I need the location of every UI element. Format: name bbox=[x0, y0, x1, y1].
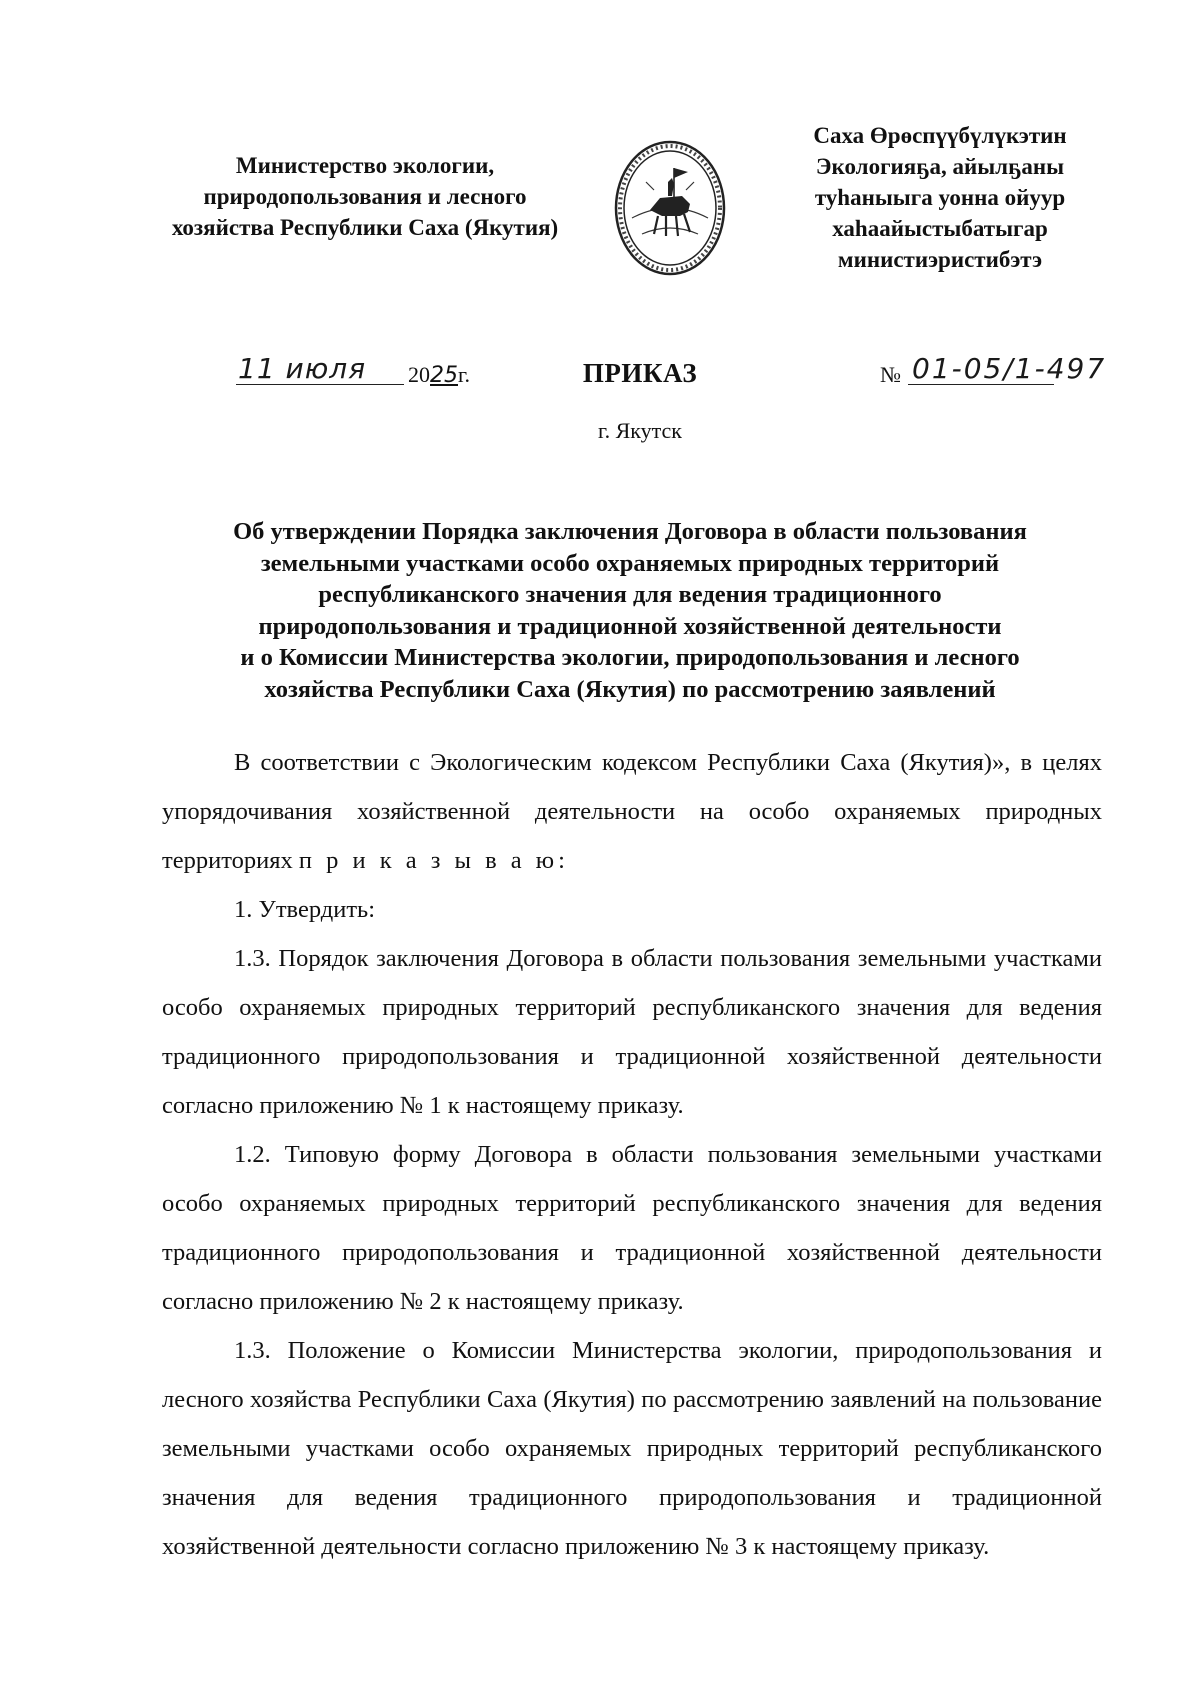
date-year-handwritten: 25 bbox=[430, 363, 458, 388]
date-year-prefix: 20 bbox=[408, 362, 430, 387]
subject-line: и о Комиссии Министерства экологии, природопользования и лесного bbox=[240, 644, 1020, 671]
subject-line: земельными участками особо охраняемых природных территорий bbox=[260, 549, 1000, 577]
date-year-suffix: г. bbox=[458, 362, 471, 387]
order-number-handwritten: 01-05/1-497 bbox=[912, 352, 1107, 385]
order-subject bbox=[160, 516, 1100, 705]
ministry-name-ru-line: природопользования и лесного bbox=[203, 184, 527, 209]
date-handwritten: 11 июля bbox=[238, 352, 367, 385]
preamble-text: В соответствии с Экологическим кодексом Республики Саха (Якутия)», в целях упорядочивания хозяйственной деятельности на особо охраняемых природных территориях bbox=[162, 749, 1102, 874]
order-directive: п р и к а з ы в а ю: bbox=[298, 847, 569, 874]
coat-of-arms-emblem bbox=[610, 138, 730, 278]
item-1-1: 1.3. Порядок заключения Договора в области пользования земельными участками особо охраняемых природных территорий республиканского значения для ведения традиционного природопользования и традиционной хозяйственной деятельности согласно приложению № 1 к настоящему приказу. bbox=[162, 945, 1102, 1119]
item-1-2: 1.2. Типовую форму Договора в области пользования земельными участками особо охраняемых природных территорий республиканского значения для ведения традиционного природопользования и традиционной хозяйственной деятельности согласно приложению № 2 к настоящему приказу. bbox=[162, 1141, 1102, 1315]
date-year bbox=[408, 362, 470, 388]
ministry-name-sakha-line: Саха Өрөспүүбүлүкэтин bbox=[813, 123, 1067, 148]
ministry-name-sakha-line: министиэристибэтэ bbox=[837, 247, 1043, 272]
subject-line: республиканского значения для ведения традиционного bbox=[318, 581, 942, 608]
preamble-paragraph bbox=[162, 738, 1102, 885]
ministry-name-sakha-line: туһаныыга уонна ойуур bbox=[814, 185, 1066, 210]
ministry-name-sakha-line: Экологияҕа, айылҕаны bbox=[815, 154, 1065, 179]
order-title: ПРИКАЗ bbox=[582, 358, 698, 388]
ministry-name-sakha-line: хаһаайыстыбатыгар bbox=[832, 216, 1048, 241]
subject-line: Об утверждении Порядка заключения Договора в области пользования bbox=[233, 518, 1027, 545]
ministry-name-ru-line: хозяйства Республики Саха (Якутия) bbox=[171, 215, 559, 240]
subject-line: хозяйства Республики Саха (Якутия) по рассмотрению заявлений bbox=[264, 675, 996, 703]
ministry-name-sakha bbox=[790, 120, 1090, 275]
order-body bbox=[162, 738, 1102, 1571]
item-1: 1. Утвердить: bbox=[234, 896, 376, 923]
ministry-name-ru bbox=[150, 150, 580, 243]
ministry-name-ru-line: Министерство экологии, bbox=[235, 153, 495, 178]
item-1-3: 1.3. Положение о Комиссии Министерства экологии, природопользования и лесного хозяйства Республики Саха (Якутия) по рассмотрению заявлений на пользование земельными участками особо охраняемых природных территорий республиканского значения для ведения традиционного природопользования и традиционной хозяйственной деятельности согласно приложению № 3 к настоящему приказу. bbox=[162, 1337, 1102, 1560]
order-city: г. Якутск bbox=[598, 418, 682, 443]
subject-line: природопользования и традиционной хозяйственной деятельности bbox=[258, 612, 1002, 640]
order-number-label: № bbox=[880, 362, 901, 387]
